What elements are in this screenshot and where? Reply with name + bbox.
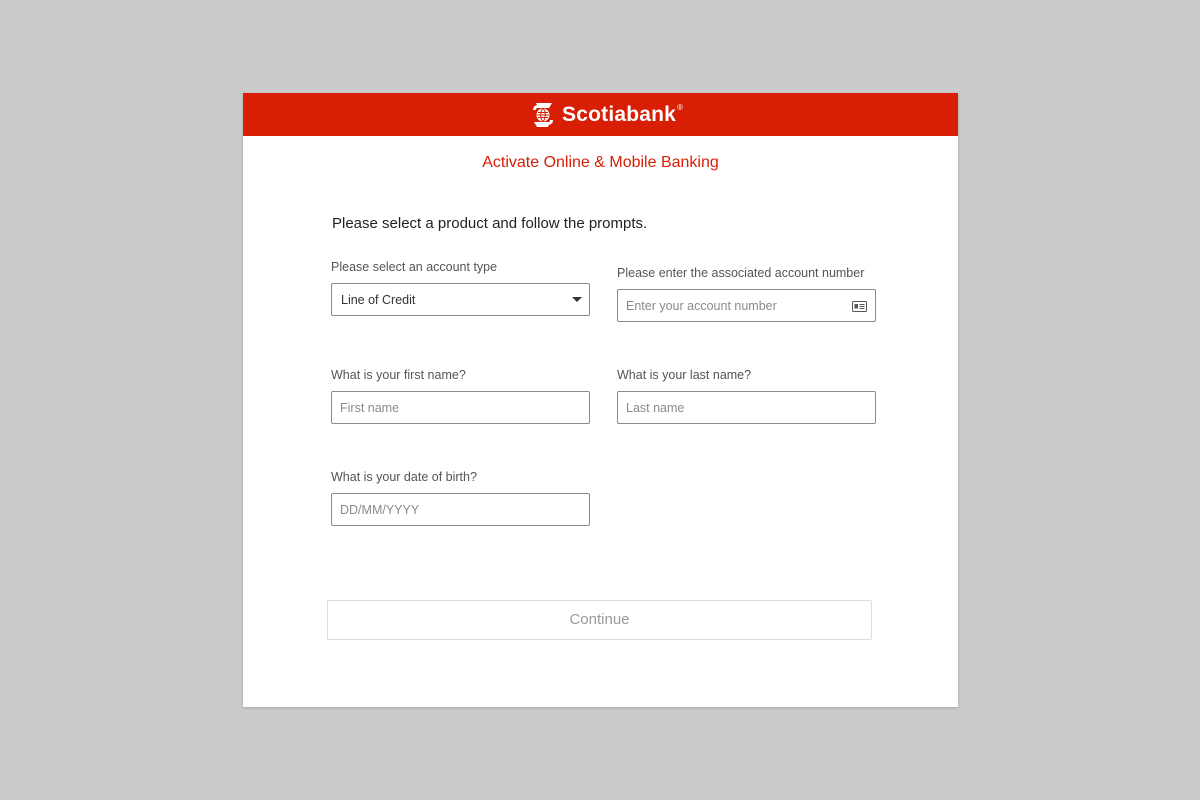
account-type-label: Please select an account type: [331, 260, 498, 274]
continue-button[interactable]: Continue: [327, 600, 872, 640]
page-title: Activate Online & Mobile Banking: [482, 154, 719, 171]
scotiabank-logo-icon: [530, 101, 556, 129]
last-name-input[interactable]: [618, 392, 875, 423]
chevron-down-icon: [572, 297, 582, 302]
account-number-label: Please enter the associated account number: [617, 266, 865, 280]
first-name-input[interactable]: [332, 392, 589, 423]
last-name-field: [617, 391, 876, 424]
brand-header: [243, 93, 958, 136]
instructions-text: Please select a product and follow the prompts.: [332, 215, 648, 232]
brand-name: Scotiabank: [562, 102, 677, 126]
account-type-value: Line of Credit: [341, 293, 416, 307]
account-type-select[interactable]: [331, 283, 590, 316]
account-number-field: [617, 289, 876, 322]
date-of-birth-field: [331, 493, 590, 526]
first-name-label: What is your first name?: [331, 368, 466, 382]
last-name-label: What is your last name?: [617, 368, 752, 382]
first-name-field: [331, 391, 590, 424]
registered-mark: ®: [677, 103, 683, 112]
id-card-icon[interactable]: [852, 301, 867, 312]
scotiabank-logo: [530, 101, 683, 129]
activation-card: [243, 93, 958, 707]
date-of-birth-label: What is your date of birth?: [331, 470, 477, 484]
date-of-birth-input[interactable]: [332, 494, 589, 525]
account-number-input[interactable]: [618, 290, 875, 321]
